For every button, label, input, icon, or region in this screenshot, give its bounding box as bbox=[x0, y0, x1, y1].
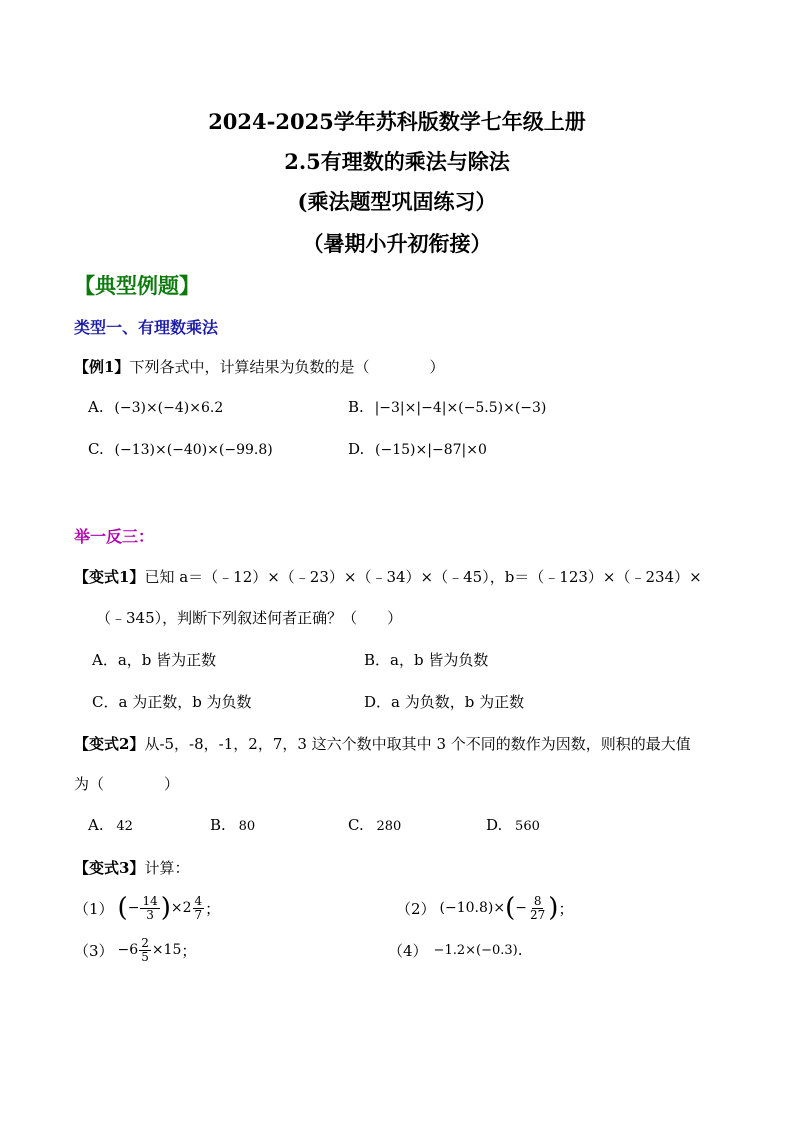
section-heading: 【典型例题】 bbox=[74, 273, 200, 298]
fraction: $\frac{2}{5}$ bbox=[141, 935, 149, 964]
variant-2-line2: 为（ ） bbox=[74, 775, 180, 793]
fraction: $\frac{8}{27}$ bbox=[530, 893, 546, 922]
problem-3-expr: −6 $\frac{2}{5}$ ×15 bbox=[117, 935, 182, 964]
variant-2-option-c bbox=[348, 816, 401, 834]
variant-text: 已知 a＝（﹣12）×（﹣23）×（﹣34）×（﹣45），b＝（﹣123）×（﹣234）× bbox=[144, 568, 702, 586]
variant-3-heading bbox=[74, 857, 189, 878]
subtitle-practice: (乘法题型巩固练习） bbox=[297, 189, 497, 214]
option-label: D. bbox=[486, 816, 503, 834]
problem-1 bbox=[74, 888, 220, 928]
variant-1-option-a: A．a，b 皆为正数 bbox=[92, 651, 217, 669]
option-value: 560 bbox=[515, 819, 540, 834]
option-label: A. bbox=[88, 398, 104, 416]
option-c bbox=[88, 440, 273, 458]
variant-1-option-d: D．a 为负数，b 为正数 bbox=[364, 693, 525, 711]
problem-end: ； bbox=[205, 899, 221, 918]
option-expr: (−3)×(−4)×6.2 bbox=[114, 400, 224, 416]
variant-1-line1 bbox=[74, 566, 702, 587]
problem-end: ； bbox=[558, 899, 574, 918]
option-d bbox=[348, 440, 487, 458]
lesson-title: 2.5有理数的乘法与除法 bbox=[284, 149, 510, 174]
problem-2-expr: (−10.8)× ( − $\frac{8}{27}$ ) bbox=[439, 893, 559, 923]
variant-1-line2: （﹣345），判断下列叙述何者正确？（ ） bbox=[96, 609, 403, 627]
problem-end: . bbox=[517, 941, 523, 959]
option-value: 80 bbox=[238, 819, 256, 834]
variant-2-line1 bbox=[74, 733, 691, 754]
variant-tag: 【变式1】 bbox=[74, 568, 145, 586]
document-title: 2024-2025学年苏科版数学七年级上册 bbox=[208, 109, 586, 134]
problem-1-expr: ( − $\frac{14}{3}$ ) × 2 $\frac{4}{7}$ bbox=[117, 893, 203, 923]
type-heading: 类型一、有理数乘法 bbox=[74, 318, 219, 337]
option-label: C. bbox=[348, 816, 364, 834]
option-expr: (−13)×(−40)×(−99.8) bbox=[114, 442, 273, 458]
variant-2-option-a bbox=[88, 816, 133, 834]
problem-label: （2） bbox=[396, 899, 436, 918]
option-expr: |−3|×|−4|×(−5.5)×(−3) bbox=[374, 400, 547, 416]
variant-2-option-b bbox=[210, 816, 255, 834]
problem-label: （4） bbox=[388, 941, 428, 960]
example-tag: 【例1】 bbox=[74, 358, 130, 376]
variant-1-option-b: B．a，b 皆为负数 bbox=[364, 651, 489, 669]
variant-tag: 【变式3】 bbox=[74, 859, 145, 877]
option-a bbox=[88, 398, 223, 416]
option-value: 42 bbox=[116, 819, 133, 834]
problem-end: ； bbox=[181, 941, 197, 960]
fraction: $\frac{4}{7}$ bbox=[194, 893, 203, 922]
example-1 bbox=[74, 356, 444, 377]
problem-label: （3） bbox=[74, 941, 114, 960]
variant-text: 计算： bbox=[144, 859, 190, 877]
option-label: B. bbox=[210, 816, 226, 834]
problem-4 bbox=[388, 930, 523, 970]
subtitle-summer: （暑期小升初衔接） bbox=[302, 231, 492, 256]
variant-tag: 【变式2】 bbox=[74, 735, 145, 753]
problem-4-expr: −1.2×(−0.3) bbox=[433, 942, 518, 958]
option-label: A. bbox=[88, 816, 104, 834]
variant-1-option-c: C．a 为正数，b 为负数 bbox=[92, 693, 252, 711]
variant-text: 从-5，-8，-1，2，7，3 这六个数中取其中 3 个不同的数作为因数，则积的最大值 bbox=[144, 735, 691, 753]
example-question: 下列各式中，计算结果为负数的是（ ） bbox=[129, 358, 445, 376]
problem-2 bbox=[396, 888, 573, 928]
option-expr: (−15)×|−87|×0 bbox=[375, 442, 487, 458]
option-label: B. bbox=[348, 398, 364, 416]
fraction: $\frac{14}{3}$ bbox=[142, 893, 158, 922]
option-label: C. bbox=[88, 440, 104, 458]
problem-3 bbox=[74, 930, 196, 970]
variant-2-option-d bbox=[486, 816, 540, 834]
option-label: D. bbox=[348, 440, 365, 458]
option-value: 280 bbox=[376, 819, 402, 834]
problem-label: （1） bbox=[74, 899, 114, 918]
practice-heading: 举一反三： bbox=[74, 527, 155, 546]
option-b bbox=[348, 398, 546, 416]
